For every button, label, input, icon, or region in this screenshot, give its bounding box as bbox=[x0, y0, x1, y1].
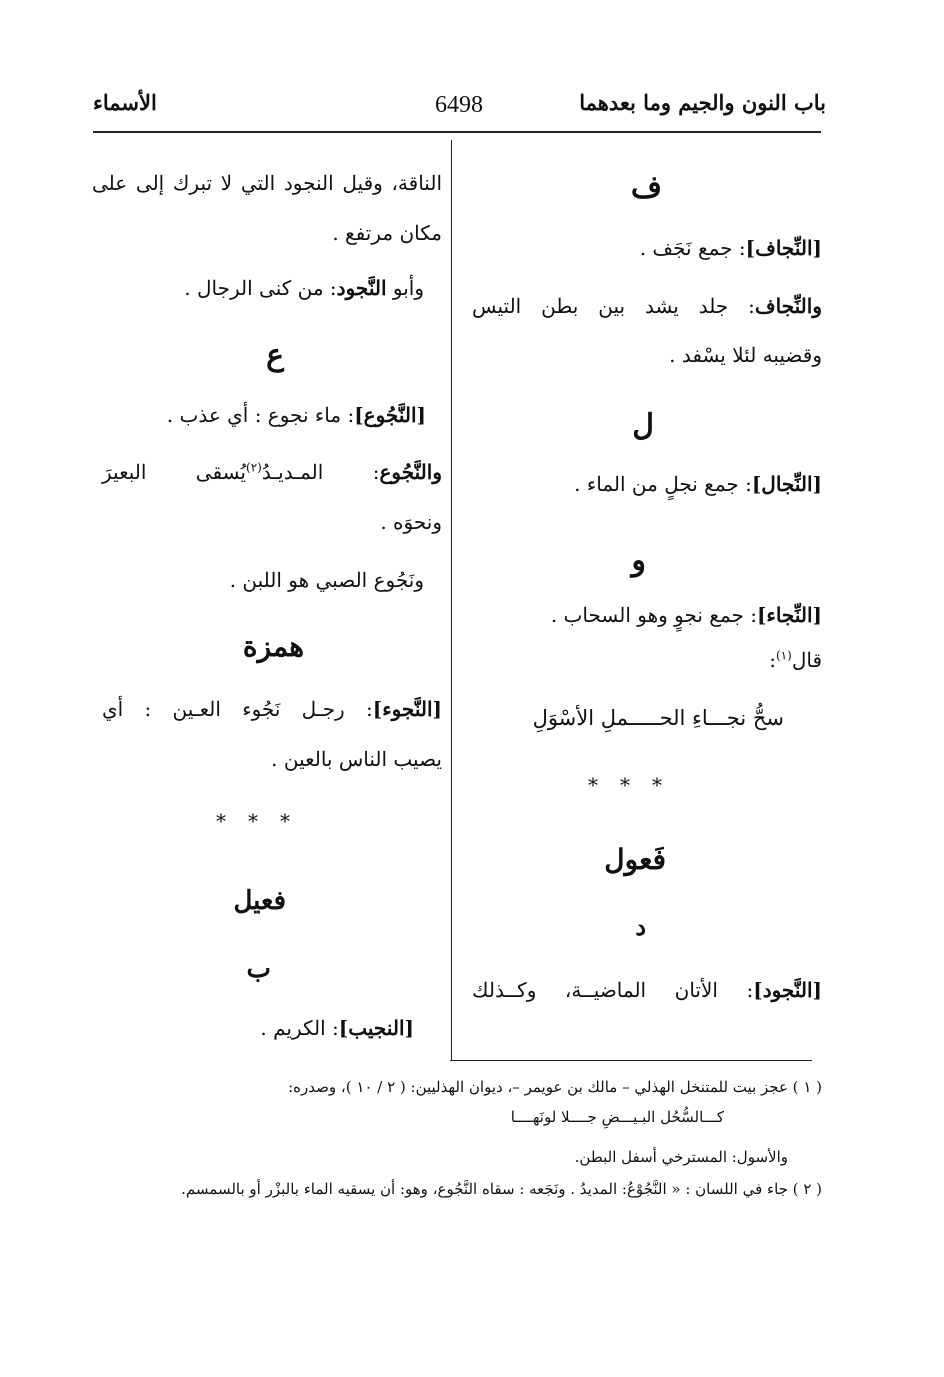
entry-headword: والنِّجاف bbox=[754, 294, 822, 318]
footnote-2: ( ٢ ) جاء في اللسان : « النَّجُوْعُ: المديدُ . ونَجَعه : سقاه النَّجُوع، وهو: أن يسقيه الماء بالبزْر أو بالسمسم. bbox=[181, 1180, 822, 1198]
section-heading-faool: فَعول bbox=[604, 843, 666, 876]
entry-najood-cont: الناقة، وقيل النجود التي لا تبرك إلى على bbox=[92, 171, 442, 195]
entry-najoo3 bbox=[167, 403, 426, 427]
entry-definition: : جمع نجوٍ وهو السحاب . bbox=[550, 603, 757, 627]
verse-line: سحُّ نجـــاءِ الحـــــملِ الأسْوَلِ bbox=[532, 706, 784, 730]
entry-nijaf-2 bbox=[472, 294, 822, 318]
letter-heading-fa: ف bbox=[630, 170, 662, 205]
section-heading-hamza: همزة bbox=[242, 630, 304, 663]
section-title: الأسماء bbox=[93, 90, 157, 115]
footnote-1: ( ١ ) عجز بيت للمتنخل الهذلي – مالك بن عويمر –، ديوان الهذليين: ( ٢ / ١٠ )، وصدره: bbox=[288, 1078, 822, 1096]
letter-heading-dal: د bbox=[635, 912, 646, 941]
entry-abu-najood: وأبو النَّجود: من كنى الرجال . bbox=[184, 276, 424, 300]
entry-definition: : جمع نَجَف . bbox=[639, 236, 746, 260]
entry-definition: : الأتان الماضيــة، وكــذلك bbox=[472, 978, 754, 1002]
entry-najoo3-2-cont: ونحوَه . bbox=[380, 510, 442, 534]
entry-najeeb bbox=[260, 1016, 414, 1040]
entry-definition: : جمع نجلٍ من الماء . bbox=[574, 472, 752, 496]
entry-headword: [النِّجاء] bbox=[756, 603, 822, 627]
entry-headword: النَّجود bbox=[336, 276, 387, 300]
entry-headword: [النجيب] bbox=[338, 1016, 414, 1040]
entry-najood bbox=[472, 978, 822, 1002]
letter-heading-ain: ع bbox=[266, 338, 284, 373]
footnote-1-verse: كـــالسُّحُل البـيـــضِ جــــلا لونَهــــا bbox=[510, 1108, 724, 1126]
entry-nijal bbox=[574, 472, 822, 496]
footnote-ref-2: (٢) bbox=[246, 460, 262, 475]
entry-najood-cont-2: مكان مرتفع . bbox=[332, 221, 442, 245]
separator-stars: *** bbox=[216, 809, 312, 833]
footnote-1-gloss: والأسول: المسترخي أسفل البطن. bbox=[574, 1148, 788, 1166]
entry-najoo2-cont: يصيب الناس بالعين . bbox=[271, 747, 442, 771]
footnote-ref-1: (١) bbox=[775, 648, 792, 663]
entry-headword: [النَّجُوع] bbox=[354, 403, 426, 427]
section-heading-faeel: فعيل bbox=[233, 886, 286, 916]
entry-najoo3-2: والنَّجُوع: المـديـدُ$^{(٢)}$يُسقى البعيرَ bbox=[102, 460, 442, 484]
entry-nijaf-2-cont: وقضيبه لئلا يسْفد . bbox=[669, 343, 822, 367]
header-rule bbox=[93, 131, 821, 133]
entry-headword: والنَّجُوع bbox=[379, 460, 442, 484]
entry-nijaa bbox=[551, 603, 822, 627]
chapter-title: باب النون والجيم وما بعدهما bbox=[579, 90, 826, 115]
footnote-rule bbox=[450, 1060, 812, 1061]
entry-definition: : من كنى الرجال . bbox=[184, 276, 337, 300]
page-number: 6498 bbox=[435, 92, 483, 118]
entry-definition: : رجـل نَجُوء العـين : أي bbox=[102, 697, 373, 721]
entry-headword: [النِّجال] bbox=[751, 472, 822, 496]
entry-najoo2 bbox=[102, 697, 442, 721]
entry-headword: [النَّجود] bbox=[753, 978, 822, 1002]
separator-stars: *** bbox=[588, 773, 684, 797]
quote-intro: قال$^{(١)}$: bbox=[769, 648, 822, 672]
column-divider bbox=[451, 140, 452, 1060]
entry-nijaf-1 bbox=[640, 236, 822, 260]
entry-definition: : الكريم . bbox=[260, 1016, 339, 1040]
letter-heading-lam: ل bbox=[632, 408, 654, 443]
entry-headword: [النَّجوء] bbox=[372, 697, 442, 721]
entry-definition: : ماء نجوع : أي عذب . bbox=[166, 403, 355, 427]
letter-heading-ba: ب bbox=[246, 954, 271, 984]
entry-najoo3-3: ونَجُوع الصبي هو اللبن . bbox=[229, 568, 424, 592]
letter-heading-waw: و bbox=[631, 543, 646, 578]
entry-headword: [النِّجاف] bbox=[745, 236, 822, 260]
entry-definition: : جلد يشد بين بطن التيس bbox=[472, 294, 755, 318]
